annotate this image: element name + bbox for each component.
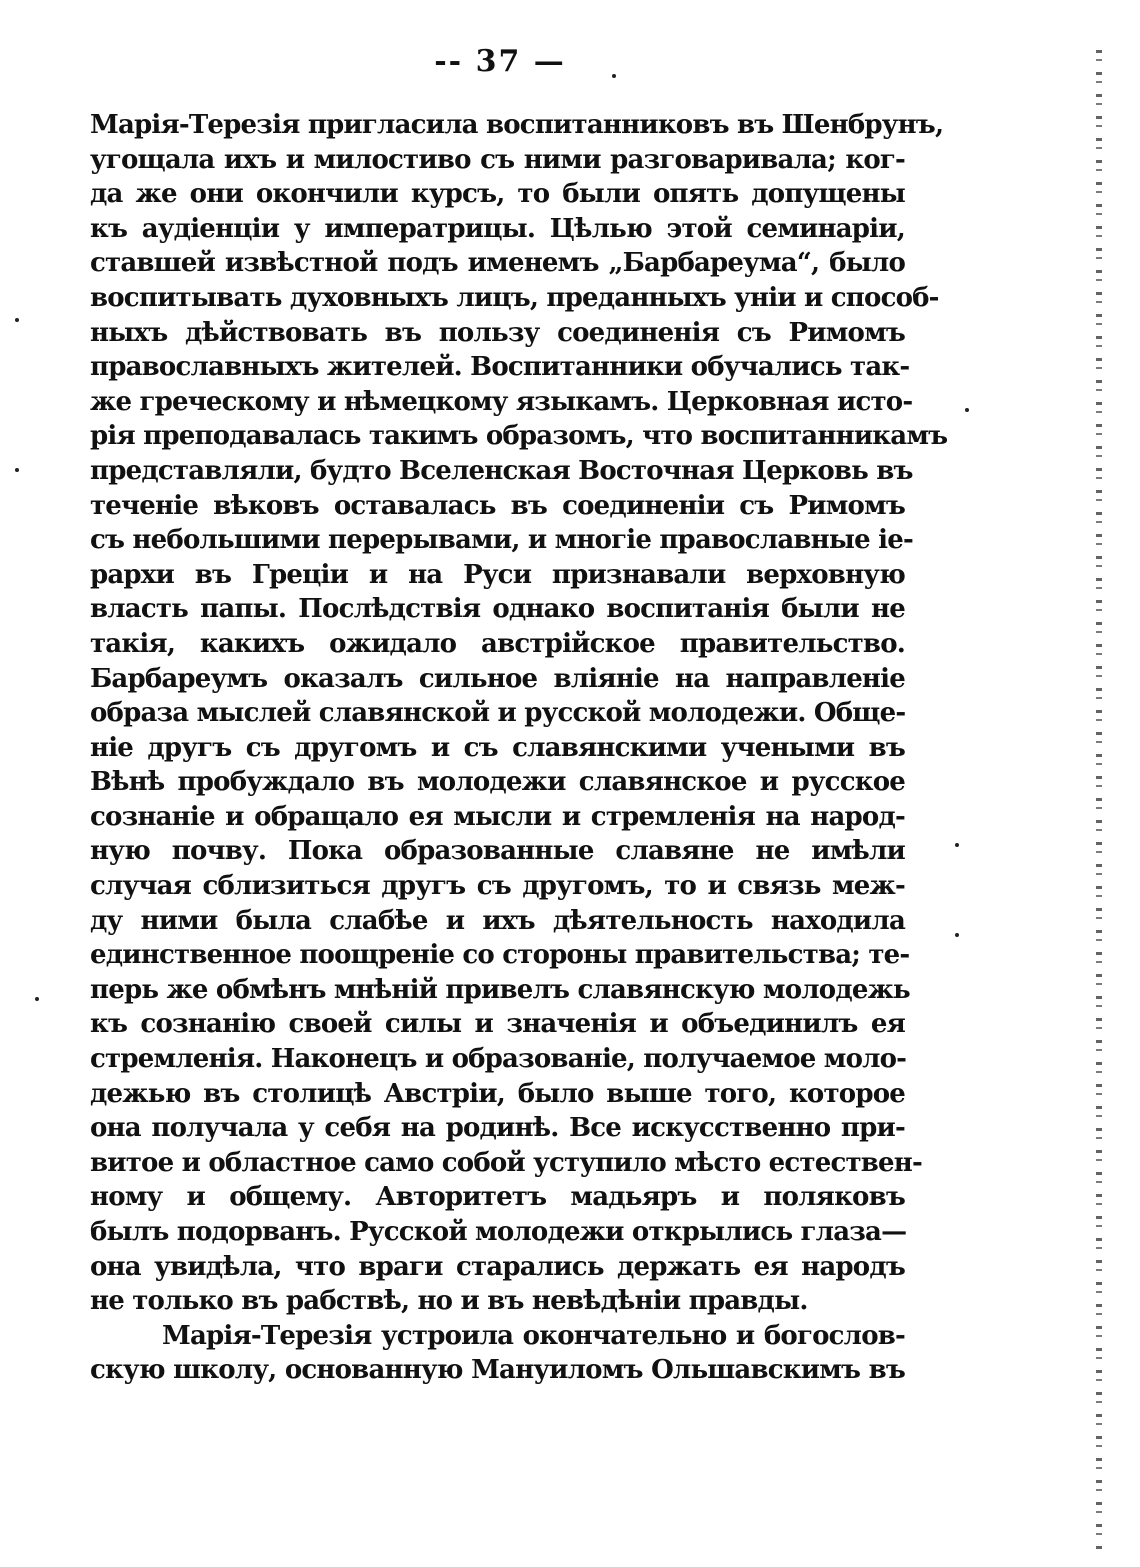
text-line: витое и областное само собой уступило мѣсто естествен- bbox=[90, 1147, 923, 1178]
speck bbox=[955, 843, 959, 847]
text-line: случая сблизиться другъ съ другомъ, то и связь меж- bbox=[90, 871, 905, 902]
text-line: же греческому и нѣмецкому языкамъ. Церковная исто- bbox=[90, 386, 913, 417]
text-line: единственное поощреніе со стороны правительства; те- bbox=[90, 940, 910, 971]
text-line: власть папы. Послѣдствія однако воспитанія были не bbox=[90, 594, 905, 625]
text-line: ному и общему. Авторитетъ мадьяръ и поляковъ bbox=[90, 1182, 905, 1213]
text-line: Марія-Терезія пригласила воспитанниковъ въ Шенбрунъ, bbox=[90, 110, 944, 140]
text-line: она увидѣла, что враги старались держать ея народъ bbox=[90, 1251, 905, 1282]
text-line: такія, какихъ ожидало австрійское правительство. bbox=[90, 628, 905, 659]
text-line: Барбареумъ оказалъ сильное вліяніе на направленіе bbox=[90, 663, 905, 694]
text-line: православныхъ жителей. Воспитанники обучались так- bbox=[90, 352, 910, 383]
binding-edge bbox=[1096, 50, 1102, 1550]
text-line: ныхъ дѣйствовать въ пользу соединенія съ Римомъ bbox=[90, 317, 905, 348]
text-line: скую школу, основанную Мануиломъ Ольшавскимъ въ bbox=[90, 1355, 905, 1386]
text-line: стремленія. Наконецъ и образованіе, получаемое моло- bbox=[90, 1044, 907, 1075]
speck bbox=[15, 318, 19, 322]
speck bbox=[35, 997, 39, 1001]
text-line: ставшей извѣстной подъ именемъ „Барбареума“, было bbox=[90, 248, 905, 279]
text-line: съ небольшими перерывами, и многіе православные іе- bbox=[90, 525, 913, 556]
speck bbox=[955, 933, 959, 937]
page-number: -- 37 — bbox=[434, 44, 566, 79]
speck bbox=[15, 468, 19, 472]
text-line: рія преподавалась такимъ образомъ, что воспитанникамъ bbox=[90, 421, 948, 452]
text-line: воспитывать духовныхъ лицъ, преданныхъ уніи и способ- bbox=[90, 282, 939, 313]
text-line: рархи въ Греціи и на Руси признавали верховную bbox=[90, 559, 905, 590]
text-line: былъ подорванъ. Русской молодежи открылись глаза— bbox=[90, 1217, 907, 1247]
text-line: сознаніе и обращало ея мысли и стремленія на народ- bbox=[90, 801, 905, 832]
text-line: Вѣнѣ пробуждало въ молодежи славянское и русское bbox=[90, 767, 905, 798]
text-line: представляли, будто Вселенская Восточная Церковь въ bbox=[90, 455, 913, 486]
text-line: да же они окончили курсъ, то были опять допущены bbox=[90, 179, 905, 210]
speck bbox=[612, 74, 616, 78]
text-line: теченіе вѣковъ оставалась въ соединеніи съ Римомъ bbox=[90, 490, 905, 521]
text-line: ду ними была слабѣе и ихъ дѣятельность находила bbox=[90, 905, 905, 936]
text-line: къ аудіенціи у императрицы. Цѣлью этой семинаріи, bbox=[90, 213, 905, 244]
text-line: не только въ рабствѣ, но и въ невѣдѣніи правды. bbox=[90, 1286, 808, 1317]
text-line: она получала у себя на родинѣ. Все искусственно при- bbox=[90, 1113, 905, 1144]
text-line: образа мыслей славянской и русской молодежи. Обще- bbox=[90, 698, 906, 729]
text-line: ную почву. Пока образованные славяне не имѣли bbox=[90, 836, 905, 867]
text-line: къ сознанію своей силы и значенія и объединилъ ея bbox=[90, 1009, 905, 1040]
body-text bbox=[90, 108, 948, 1388]
text-line: ніе другъ съ другомъ и съ славянскими учеными въ bbox=[90, 732, 905, 763]
text-line: угощала ихъ и милостиво съ ними разговаривала; ког- bbox=[90, 144, 905, 175]
speck bbox=[965, 408, 969, 412]
text-line: дежью въ столицѣ Австріи, было выше того, которое bbox=[90, 1078, 905, 1109]
text-line: Марія-Терезія устроила окончательно и богослов- bbox=[162, 1320, 905, 1351]
text-line: перь же обмѣнъ мнѣній привелъ славянскую молодежь bbox=[90, 974, 910, 1005]
